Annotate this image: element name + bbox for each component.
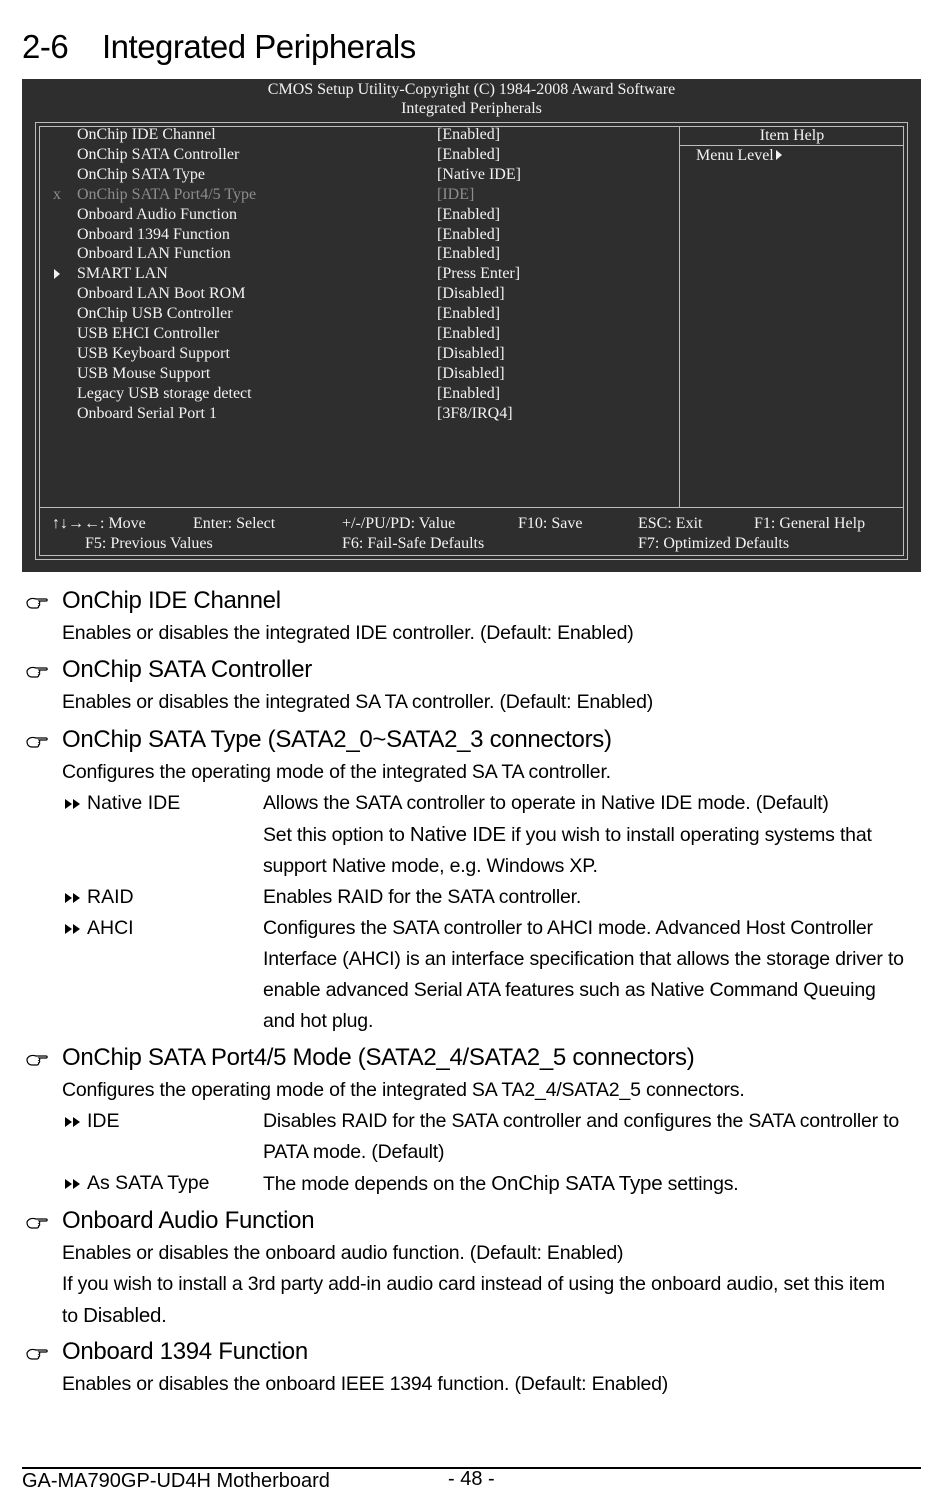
bios-item-value[interactable]: [Enabled] (437, 245, 501, 263)
bios-item-value[interactable]: [Enabled] (437, 145, 501, 163)
bios-item-value[interactable]: [Enabled] (437, 384, 501, 402)
footer-key-f1: F1: General Help (754, 515, 866, 532)
option-description: support Native mode, e.g. Windows XP. (263, 855, 598, 877)
emphasis-text: Disabled (83, 1304, 162, 1327)
bios-item-value[interactable]: [Disabled] (437, 364, 505, 382)
double-arrow-icon (64, 891, 82, 905)
bios-item-label: Onboard Audio Function (77, 205, 237, 223)
section-heading: OnChip IDE Channel (62, 587, 281, 614)
section-heading: Onboard Audio Function (62, 1207, 315, 1234)
bios-menu-item[interactable] (22, 384, 672, 404)
bios-item-value[interactable]: [3F8/IRQ4] (437, 404, 513, 422)
footer-model: GA-MA790GP-UD4H Motherboard (22, 1470, 330, 1492)
section-number: 2-6 (22, 28, 69, 65)
bios-item-value[interactable]: [Enabled] (437, 205, 501, 223)
bios-item-value[interactable]: [Press Enter] (437, 265, 521, 283)
option-description: Disables RAID for the SATA controller and configures the SATA controller to (263, 1110, 900, 1132)
menu-level-label: Menu Level (696, 147, 774, 164)
option-name: IDE (87, 1110, 120, 1132)
option-name: RAID (87, 886, 134, 908)
pointing-hand-icon (26, 1215, 48, 1229)
pointing-hand-icon (26, 664, 48, 678)
option-description: enable advanced Serial ATA features such as Native Command Queuing (263, 979, 876, 1001)
bios-menu-item[interactable] (22, 404, 672, 424)
bios-menu-item[interactable] (22, 264, 672, 284)
bios-item-label: OnChip SATA Controller (77, 145, 240, 163)
bios-item-label: USB Mouse Support (77, 364, 211, 382)
bios-item-label: OnChip SATA Type (77, 165, 205, 183)
bios-item-label: Onboard LAN Boot ROM (77, 285, 246, 303)
option-description (263, 823, 872, 847)
pointing-hand-icon (26, 734, 48, 748)
bios-item-value[interactable]: [Enabled] (437, 126, 501, 143)
bios-item-label: SMART LAN (77, 265, 168, 283)
bios-item-label: USB EHCI Controller (77, 325, 220, 342)
section-text: Enables or disables the onboard IEEE 1394 function. (Default: Enabled) (62, 1373, 669, 1395)
footer-key-f6: F6: Fail-Safe Defaults (342, 535, 485, 552)
footer-key-value: +/-/PU/PD: Value (342, 515, 456, 532)
bios-item-value[interactable]: [Enabled] (437, 225, 501, 243)
bios-screen (22, 79, 921, 572)
bios-divider-horizontal (39, 507, 904, 508)
page-title (22, 28, 416, 66)
text-part: The mode depends on the (263, 1173, 492, 1195)
page-number: - 48 - (448, 1468, 495, 1490)
section-text (62, 1304, 166, 1328)
bios-menu-item[interactable] (22, 284, 672, 304)
bios-item-label: Onboard LAN Function (77, 245, 231, 263)
section-heading: OnChip SATA Type (SATA2_0~SATA2_3 connectors) (62, 726, 612, 753)
bios-menu-title: Integrated Peripherals (401, 100, 542, 117)
text-part: Set this option to (263, 824, 410, 846)
bios-divider-vertical (679, 126, 680, 507)
pointing-hand-icon (26, 1052, 48, 1066)
bios-item-value[interactable]: [Disabled] (437, 344, 505, 362)
bios-item-label: Legacy USB storage detect (77, 384, 252, 402)
text-part: to (62, 1305, 84, 1327)
footer-key-f5: F5: Previous Values (85, 535, 213, 552)
section-text: Enables or disables the integrated SA TA controller. (Default: Enabled) (62, 691, 654, 713)
bios-item-value[interactable]: [Disabled] (437, 285, 505, 303)
bios-item-value[interactable]: [Native IDE] (437, 165, 521, 183)
bios-item-value[interactable]: [IDE] (437, 185, 475, 203)
double-arrow-icon (64, 1115, 82, 1129)
double-arrow-icon (64, 1177, 82, 1191)
section-heading: OnChip SATA Port4/5 Mode (SATA2_4/SATA2_5 connectors) (62, 1044, 695, 1071)
bios-menu-item[interactable] (22, 304, 672, 324)
option-description: Enables RAID for the SATA controller. (263, 886, 582, 908)
double-arrow-icon (64, 797, 82, 811)
text-part: . (161, 1305, 167, 1327)
disabled-mark: x (53, 185, 61, 203)
option-description (263, 1172, 738, 1196)
footer-key-move: ↑↓→←: Move (52, 515, 146, 532)
text-part: settings. (662, 1173, 739, 1195)
pointing-hand-icon (26, 595, 48, 609)
bios-menu-item[interactable] (22, 185, 672, 205)
option-name: Native IDE (87, 792, 181, 814)
footer-key-f7: F7: Optimized Defaults (638, 535, 790, 552)
bios-menu-item[interactable] (22, 145, 672, 165)
item-help-title: Item Help (759, 127, 825, 144)
bios-item-value[interactable]: [Enabled] (437, 305, 501, 323)
section-text: Configures the operating mode of the integrated SA TA2_4/SATA2_5 connectors. (62, 1079, 745, 1101)
menu-level-arrow-icon (776, 150, 782, 160)
bios-menu-item[interactable] (22, 344, 672, 364)
submenu-arrow-icon (54, 269, 60, 279)
bios-item-label: USB Keyboard Support (77, 344, 230, 362)
bios-menu-item[interactable] (22, 225, 672, 245)
option-description: Interface (AHCI) is an interface specification that allows the storage driver to (263, 948, 904, 970)
bios-item-label: Onboard 1394 Function (77, 225, 230, 243)
option-description: Allows the SATA controller to operate in Native IDE mode. (Default) (263, 792, 829, 814)
emphasis-text: OnChip SATA Type (491, 1172, 663, 1195)
section-heading: Onboard 1394 Function (62, 1338, 308, 1365)
bios-copyright: CMOS Setup Utility-Copyright (C) 1984-2008 Award Software (267, 81, 676, 98)
text-part: if you wish to install operating systems that (505, 824, 872, 846)
section-text: Configures the operating mode of the integrated SA TA controller. (62, 761, 611, 783)
double-arrow-icon (64, 922, 82, 936)
bios-item-value[interactable]: [Enabled] (437, 325, 501, 342)
footer-key-esc: ESC: Exit (638, 515, 703, 532)
section-text: Enables or disables the integrated IDE controller. (Default: Enabled) (62, 622, 634, 644)
pointing-hand-icon (26, 1346, 48, 1360)
bios-menu-item[interactable] (22, 244, 672, 264)
option-description: and hot plug. (263, 1010, 374, 1032)
menu-level (696, 146, 782, 166)
section-text: Enables or disables the onboard audio function. (Default: Enabled) (62, 1242, 624, 1264)
emphasis-text: Native IDE (409, 823, 506, 846)
bios-menu-item[interactable] (22, 324, 672, 344)
bios-item-label: Onboard Serial Port 1 (77, 404, 217, 422)
option-name: AHCI (87, 917, 134, 939)
bios-menu-item[interactable] (22, 205, 672, 225)
footer-key-enter: Enter: Select (193, 515, 276, 532)
section-heading: OnChip SATA Controller (62, 656, 312, 683)
section-text: If you wish to install a 3rd party add-in audio card instead of using the onboard audio, set this item (62, 1273, 885, 1295)
bios-menu-item[interactable] (22, 165, 672, 185)
bios-item-label: OnChip USB Controller (77, 305, 233, 323)
section-title: Integrated Peripherals (102, 28, 416, 65)
option-description: PATA mode. (Default) (263, 1141, 445, 1163)
option-description: Configures the SATA controller to AHCI mode. Advanced Host Controller (263, 917, 873, 939)
bios-menu-item[interactable] (22, 125, 672, 145)
footer-key-f10: F10: Save (518, 515, 583, 532)
option-name: As SATA Type (87, 1172, 210, 1194)
bios-item-label: OnChip IDE Channel (77, 126, 216, 143)
bios-item-label: OnChip SATA Port4/5 Type (77, 185, 257, 203)
bios-menu-item[interactable] (22, 364, 672, 384)
